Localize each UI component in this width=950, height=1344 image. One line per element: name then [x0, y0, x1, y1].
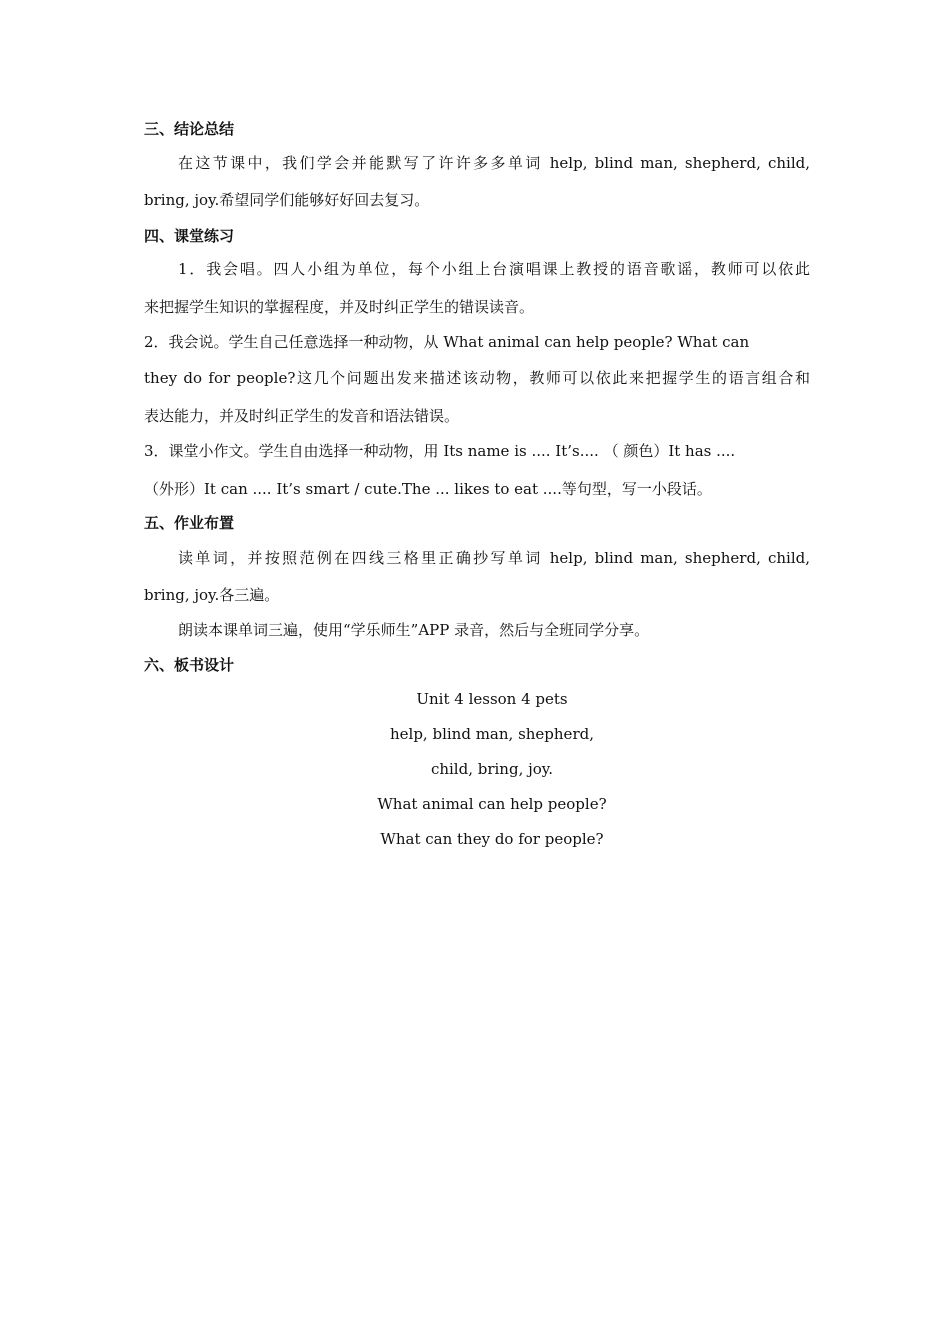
practice-item-3-line-1: 3．课堂小作文。学生自由选择一种动物，用 Its name is .... It’s.... （ 颜色）It has .... [144, 442, 736, 460]
board-line-words-2: child, bring, joy. [430, 760, 554, 778]
conclusion-paragraph-line-2: bring, joy.希望同学们能够好好回去复习。 [144, 191, 430, 209]
practice-item-2-line-3: 表达能力，并及时纠正学生的发音和语法错误。 [144, 407, 460, 425]
board-line-words-1: help, blind man, shepherd, [390, 725, 594, 743]
homework-paragraph-1-line-1: 读单词，并按照范例在四线三格里正确抄写单词 help, blind man, shepherd, child, [178, 549, 810, 567]
practice-item-2-line-1: 2．我会说。学生自己任意选择一种动物，从 What animal can help people? What can [144, 333, 750, 351]
board-line-title: Unit 4 lesson 4 pets [416, 690, 568, 708]
section-heading-practice: 四、课堂练习 [144, 227, 235, 245]
section-heading-board-design: 六、板书设计 [144, 656, 235, 674]
section-heading-homework: 五、作业布置 [144, 514, 235, 532]
board-line-question-1: What animal can help people? [377, 795, 607, 813]
practice-item-1-line-1: 1．我会唱。四人小组为单位，每个小组上台演唱课上教授的语音歌谣，教师可以依此 [178, 260, 810, 278]
section-heading-conclusion: 三、结论总结 [144, 120, 235, 138]
homework-paragraph-1-line-2: bring, joy.各三遍。 [144, 586, 280, 604]
conclusion-paragraph-line-1: 在这节课中，我们学会并能默写了许许多多单词 help, blind man, shepherd, child, [178, 154, 810, 172]
practice-item-3-line-2: （外形）It can .... It’s smart / cute.The ... likes to eat ....等句型，写一小段话。 [144, 480, 712, 498]
practice-item-1-line-2: 来把握学生知识的掌握程度，并及时纠正学生的错误读音。 [144, 298, 535, 316]
homework-paragraph-2: 朗读本课单词三遍，使用“学乐师生”APP 录音，然后与全班同学分享。 [178, 621, 650, 639]
board-line-question-2: What can they do for people? [380, 830, 604, 848]
practice-item-2-line-2: they do for people?这几个问题出发来描述该动物，教师可以依此来把握学生的语言组合和 [144, 369, 810, 387]
